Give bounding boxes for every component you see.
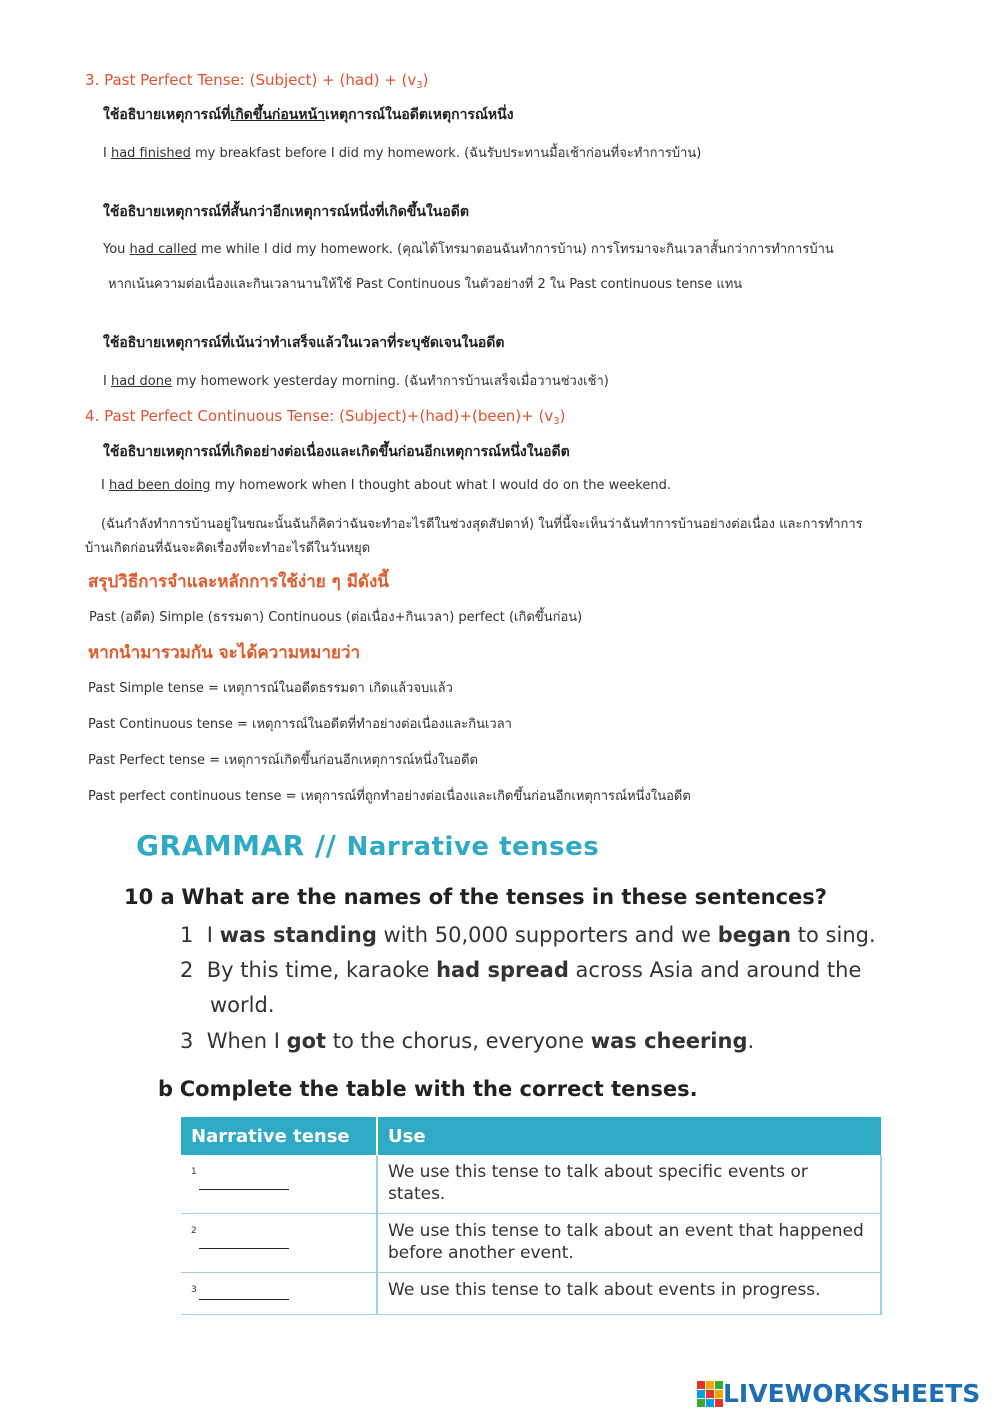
section3-use3: ใช้อธิบายเหตุการณ์ที่เน้นว่าทำเสร็จแล้วในเวลาที่ระบุชัดเจนในอดีต <box>103 335 505 351</box>
section4-heading <box>85 407 565 425</box>
s2-verb: had spread <box>436 958 569 982</box>
q10b-question: Complete the table with the correct tenses. <box>179 1077 698 1101</box>
section3-heading-end: ) <box>422 71 429 89</box>
table-row <box>181 1155 881 1214</box>
answer-cell-1 <box>181 1155 377 1214</box>
q10a-sentence-1 <box>180 923 876 947</box>
section3-example3 <box>103 370 609 391</box>
q10a-sentence-2-line2: world. <box>210 993 275 1017</box>
section4-use1: ใช้อธิบายเหตุการณ์ที่เกิดอย่างต่อเนื่องและเกิดขึ้นก่อนอีกเหตุการณ์หนึ่งในอดีต <box>103 444 570 460</box>
narrative-tense-table <box>181 1117 882 1315</box>
s1-verb1: was standing <box>219 923 377 947</box>
ex2-post: me while I did my homework. (คุณได้โทรมาตอนฉันทำการบ้าน) การโทรมาจะกินเวลาสั้นกว่าการทำการบ้าน <box>196 242 834 257</box>
summary-line: Past (อดีต) Simple (ธรรมดา) Continuous (ต่อเนื่อง+กินเวลา) perfect (เกิดขึ้นก่อน) <box>89 610 583 625</box>
liveworksheets-logo[interactable] <box>697 1379 980 1408</box>
ex1-post: my breakfast before I did my homework. (ฉันรับประทานมื้อเช้าก่อนที่จะทำการบ้าน) <box>190 146 702 161</box>
ex3-verb: had done <box>110 374 173 389</box>
q10a-heading <box>124 885 827 909</box>
section4-heading-text: 4. Past Perfect Continuous Tense: (Subject)+(had)+(been)+ (v <box>85 407 554 425</box>
s1-e: to sing. <box>791 923 876 947</box>
grammar-subtitle: Narrative tenses <box>346 832 600 862</box>
section4-translation-line2: บ้านเกิดก่อนที่ฉันจะคิดเรื่องที่จะทำอะไรดีในวันหยุด <box>85 541 371 556</box>
row-number: 2 <box>191 1226 197 1236</box>
use-cell-3: We use this tense to talk about events in progress. <box>377 1273 881 1315</box>
table-header-row <box>181 1117 881 1155</box>
use1-pre: ใช้อธิบายเหตุการณ์ที่ <box>103 107 231 123</box>
ex2-verb: had called <box>129 242 197 257</box>
s3-verb1: got <box>286 1029 327 1053</box>
summary-item-past-simple: Past Simple tense = เหตุการณ์ในอดีตธรรมดา เกิดแล้วจบแล้ว <box>88 681 453 696</box>
q10a-number: 10 a <box>124 885 175 909</box>
use-cell-1: We use this tense to talk about specific events or states. <box>377 1155 881 1214</box>
s1-c: with 50,000 supporters and we <box>376 923 718 947</box>
ex1-verb: had finished <box>110 146 191 161</box>
answer-blank-2[interactable] <box>199 1234 289 1249</box>
s3-number: 3 <box>180 1029 194 1053</box>
summary-item-past-perfect: Past Perfect tense = เหตุการณ์เกิดขึ้นก่อนอีกเหตุการณ์หนึ่งในอดีต <box>88 753 478 768</box>
header-narrative-tense: Narrative tense <box>181 1117 377 1155</box>
section3-use2: ใช้อธิบายเหตุการณ์ที่สั้นกว่าอีกเหตุการณ์หนึ่งที่เกิดขึ้นในอดีต <box>103 204 469 220</box>
s4ex1-verb: had been doing <box>108 478 211 493</box>
use1-post: เหตุการณ์ในอดีตเหตุการณ์หนึ่ง <box>325 107 514 123</box>
grammar-word: GRAMMAR <box>136 829 305 862</box>
answer-blank-3[interactable] <box>199 1285 289 1300</box>
table-row <box>181 1214 881 1273</box>
s1-verb2: began <box>717 923 792 947</box>
ex2-pre: You <box>103 242 130 257</box>
summary-item-past-continuous: Past Continuous tense = เหตุการณ์ในอดีตที่ทำอย่างต่อเนื่องและกินเวลา <box>88 717 512 732</box>
ex3-pre: I <box>103 374 111 389</box>
use-cell-2: We use this tense to talk about an event that happened before another event. <box>377 1214 881 1273</box>
q10b-label: b <box>158 1077 174 1101</box>
s2-a: By this time, karaoke <box>206 958 437 982</box>
s2-c: across Asia and around the <box>568 958 862 982</box>
row-number: 3 <box>191 1285 197 1295</box>
grammar-slash: // <box>314 829 337 862</box>
table-row <box>181 1273 881 1315</box>
section3-example2 <box>103 238 834 259</box>
s4ex1-pre: I <box>101 478 109 493</box>
s3-verb2: was cheering <box>590 1029 748 1053</box>
section4-heading-end: ) <box>559 407 566 425</box>
s1-number: 1 <box>180 923 194 947</box>
section3-heading-sub: 3 <box>416 80 423 91</box>
s4ex1-post: my homework when I thought about what I would do on the weekend. <box>210 478 671 493</box>
liveworksheets-logo-text: LIVEWORKSHEETS <box>723 1379 981 1408</box>
section3-example1 <box>103 142 701 163</box>
section4-translation-line1: (ฉันกำลังทำการบ้านอยู่ในขณะนั้นฉันก็คิดว่าฉันจะทำอะไรดีในช่วงสุดสัปดาห์) ในที่นี้จะเห็นว่าฉันทำการบ้านอย่างต่อเนื่อง และการทำการ <box>101 517 863 532</box>
ex1-pre: I <box>103 146 111 161</box>
answer-cell-2 <box>181 1214 377 1273</box>
s3-a: When I <box>206 1029 287 1053</box>
summary-item-past-perfect-continuous: Past perfect continuous tense = เหตุการณ์ที่ถูกทำอย่างต่อเนื่องและเกิดขึ้นก่อนอีกเหตุการณ์หนึ่งในอดีต <box>88 789 691 804</box>
s3-e: . <box>747 1029 755 1053</box>
ex3-post: my homework yesterday morning. (ฉันทำการบ้านเสร็จเมื่อวานช่วงเช้า) <box>172 374 609 389</box>
s2-number: 2 <box>180 958 194 982</box>
q10a-sentence-3 <box>180 1029 754 1053</box>
section4-example1 <box>101 478 671 493</box>
section3-heading-text: 3. Past Perfect Tense: (Subject) + (had) + (v <box>85 71 417 89</box>
s3-c: to the chorus, everyone <box>326 1029 591 1053</box>
use1-underlined: เกิดขึ้นก่อนหน้า <box>230 107 326 123</box>
q10a-sentence-2 <box>180 958 861 982</box>
section3-heading <box>85 71 429 89</box>
section4-heading-sub: 3 <box>553 416 560 427</box>
section3-note: หากเน้นความต่อเนื่องและกินเวลานานให้ใช้ Past Continuous ในตัวอย่างที่ 2 ใน Past continuous tense แทน <box>108 277 743 292</box>
section3-use1 <box>103 104 514 126</box>
grammar-title <box>136 829 599 862</box>
row-number: 1 <box>191 1167 197 1177</box>
answer-blank-1[interactable] <box>199 1175 289 1190</box>
s1-a: I <box>206 923 220 947</box>
answer-cell-3 <box>181 1273 377 1315</box>
summary-heading2: หากนำมารวมกัน จะได้ความหมายว่า <box>88 643 361 663</box>
q10a-question: What are the names of the tenses in these sentences? <box>181 885 827 909</box>
summary-heading: สรุปวิธีการจำและหลักการใช้ง่าย ๆ มีดังนี้ <box>88 572 389 592</box>
q10b-heading <box>158 1077 698 1101</box>
liveworksheets-logo-icon <box>697 1381 723 1407</box>
header-use: Use <box>377 1117 881 1155</box>
